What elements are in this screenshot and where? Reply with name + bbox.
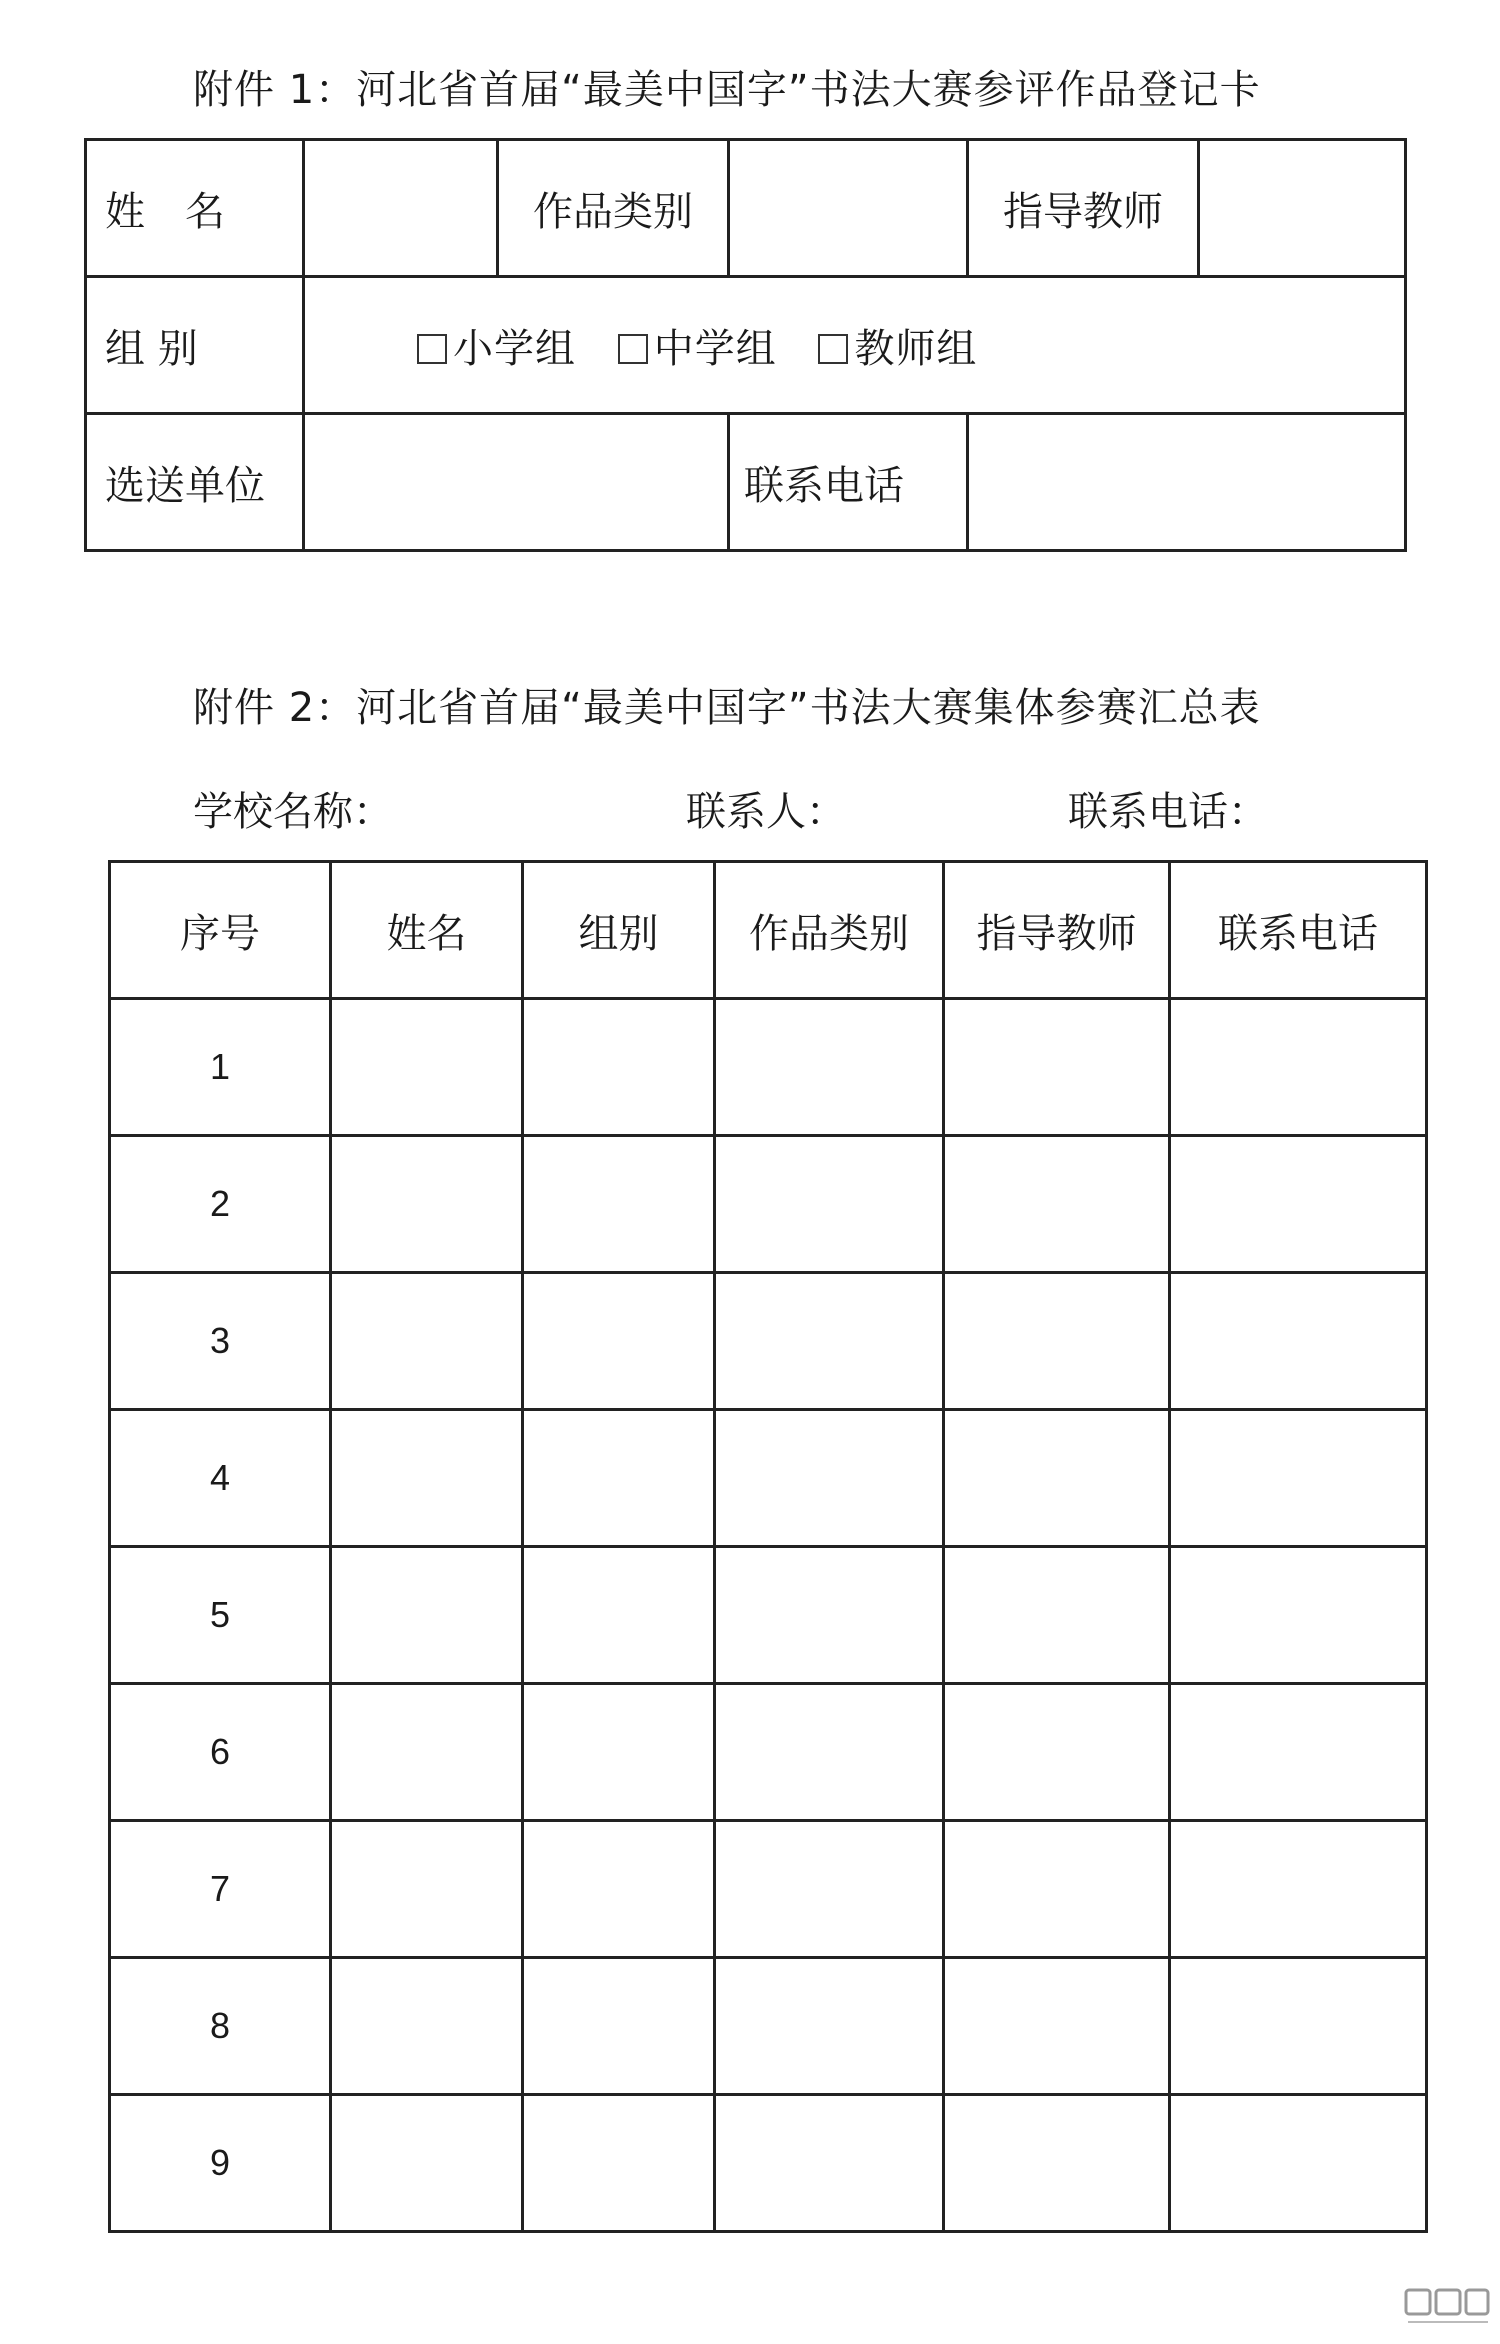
summary-header-row <box>110 862 1427 999</box>
cell-teacher[interactable] <box>944 999 1170 1136</box>
name-label: 姓 名 <box>86 140 304 277</box>
school-name-label: 学校名称： <box>193 789 393 835</box>
contact-person-label: 联系人： <box>686 789 846 835</box>
cell-category[interactable] <box>715 1821 944 1958</box>
row-number: 2 <box>110 1136 331 1273</box>
row-number: 5 <box>110 1547 331 1684</box>
cell-phone[interactable] <box>1170 1136 1427 1273</box>
cell-name[interactable] <box>331 1684 523 1821</box>
cell-category[interactable] <box>715 1136 944 1273</box>
cell-name[interactable] <box>331 2095 523 2232</box>
cell-phone[interactable] <box>1170 1547 1427 1684</box>
card-row-name <box>86 140 1406 277</box>
header-teacher: 指导教师 <box>944 862 1170 999</box>
table-row <box>110 1684 1427 1821</box>
row-number: 9 <box>110 2095 331 2232</box>
row-number: 3 <box>110 1273 331 1410</box>
attachment1-title: 附件 1：河北省首届“最美中国字”书法大赛参评作品登记卡 <box>193 67 1261 113</box>
cell-phone[interactable] <box>1170 1273 1427 1410</box>
cell-name[interactable] <box>331 999 523 1136</box>
row-number: 7 <box>110 1821 331 1958</box>
cell-group[interactable] <box>523 1136 715 1273</box>
group-option-teacher[interactable]: 教师组 <box>818 326 977 372</box>
cell-category[interactable] <box>715 999 944 1136</box>
header-category: 作品类别 <box>715 862 944 999</box>
header-name: 姓名 <box>331 862 523 999</box>
cell-group[interactable] <box>523 999 715 1136</box>
cell-group[interactable] <box>523 1821 715 1958</box>
cell-phone[interactable] <box>1170 1958 1427 2095</box>
group-label: 组 别 <box>86 277 304 414</box>
contact-phone-label: 联系电话： <box>1068 789 1268 835</box>
table-row <box>110 1958 1427 2095</box>
cell-phone[interactable] <box>1170 1684 1427 1821</box>
cell-name[interactable] <box>331 1821 523 1958</box>
registration-card-table <box>84 138 1407 552</box>
cell-name[interactable] <box>331 1410 523 1547</box>
cell-teacher[interactable] <box>944 1136 1170 1273</box>
card-row-group <box>86 277 1406 414</box>
cell-teacher[interactable] <box>944 2095 1170 2232</box>
cell-category[interactable] <box>715 1410 944 1547</box>
summary-body <box>110 999 1427 2232</box>
table-row <box>110 1410 1427 1547</box>
phone-label: 联系电话 <box>729 414 968 551</box>
cell-name[interactable] <box>331 1547 523 1684</box>
header-group: 组别 <box>523 862 715 999</box>
row-number: 8 <box>110 1958 331 2095</box>
cell-phone[interactable] <box>1170 2095 1427 2232</box>
row-number: 4 <box>110 1410 331 1547</box>
table-row <box>110 2095 1427 2232</box>
cell-category[interactable] <box>715 1958 944 2095</box>
teacher-field[interactable] <box>1199 140 1406 277</box>
name-field[interactable] <box>304 140 498 277</box>
cell-category[interactable] <box>715 1273 944 1410</box>
cell-teacher[interactable] <box>944 1958 1170 2095</box>
cell-teacher[interactable] <box>944 1273 1170 1410</box>
category-field[interactable] <box>729 140 968 277</box>
cell-phone[interactable] <box>1170 999 1427 1136</box>
cell-name[interactable] <box>331 1136 523 1273</box>
summary-table <box>108 860 1428 2233</box>
row-number: 6 <box>110 1684 331 1821</box>
table-row <box>110 999 1427 1136</box>
cell-teacher[interactable] <box>944 1547 1170 1684</box>
watermark-logo-icon <box>1402 2282 1492 2330</box>
cell-teacher[interactable] <box>944 1410 1170 1547</box>
checkbox-icon[interactable] <box>818 334 848 364</box>
cell-category[interactable] <box>715 1547 944 1684</box>
cell-teacher[interactable] <box>944 1821 1170 1958</box>
unit-field[interactable] <box>304 414 729 551</box>
cell-group[interactable] <box>523 1410 715 1547</box>
group-option-secondary[interactable]: 中学组 <box>618 326 777 372</box>
phone-field[interactable] <box>968 414 1406 551</box>
table-row <box>110 1547 1427 1684</box>
table-row <box>110 1273 1427 1410</box>
header-phone: 联系电话 <box>1170 862 1427 999</box>
group-options <box>304 277 1406 414</box>
unit-label: 选送单位 <box>86 414 304 551</box>
cell-phone[interactable] <box>1170 1821 1427 1958</box>
cell-category[interactable] <box>715 1684 944 1821</box>
card-row-unit <box>86 414 1406 551</box>
group-option-primary[interactable]: 小学组 <box>417 326 576 372</box>
cell-name[interactable] <box>331 1273 523 1410</box>
cell-group[interactable] <box>523 1273 715 1410</box>
cell-category[interactable] <box>715 2095 944 2232</box>
teacher-label: 指导教师 <box>968 140 1199 277</box>
cell-name[interactable] <box>331 1958 523 2095</box>
table-row <box>110 1136 1427 1273</box>
cell-group[interactable] <box>523 1684 715 1821</box>
checkbox-icon[interactable] <box>618 334 648 364</box>
cell-group[interactable] <box>523 1547 715 1684</box>
row-number: 1 <box>110 999 331 1136</box>
table-row <box>110 1821 1427 1958</box>
cell-group[interactable] <box>523 2095 715 2232</box>
category-label: 作品类别 <box>498 140 729 277</box>
attachment2-title: 附件 2：河北省首届“最美中国字”书法大赛集体参赛汇总表 <box>193 685 1261 731</box>
cell-group[interactable] <box>523 1958 715 2095</box>
checkbox-icon[interactable] <box>417 334 447 364</box>
cell-phone[interactable] <box>1170 1410 1427 1547</box>
header-seq: 序号 <box>110 862 331 999</box>
cell-teacher[interactable] <box>944 1684 1170 1821</box>
